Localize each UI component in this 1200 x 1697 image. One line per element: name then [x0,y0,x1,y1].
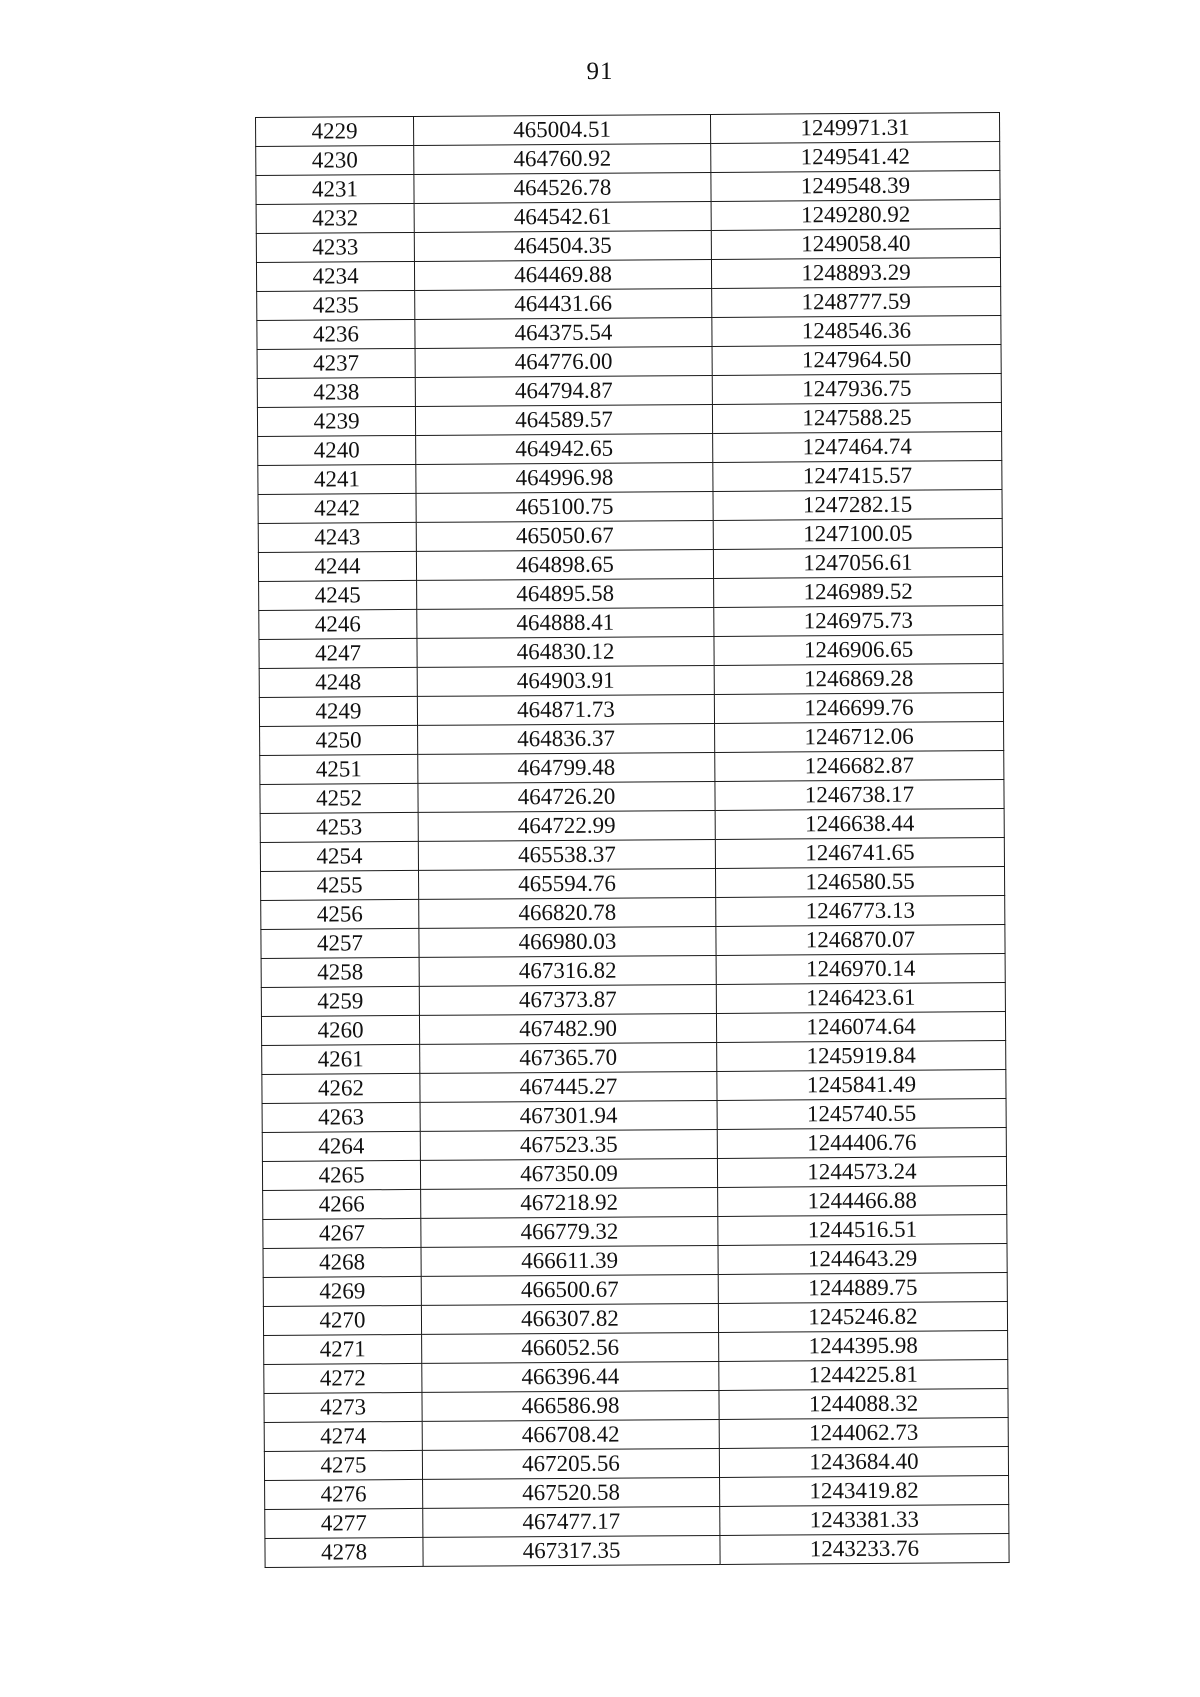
table-body [256,113,1010,1568]
table-row [264,1418,1008,1452]
table-row [256,229,1000,263]
x-coordinate-cell: 464722.99 [418,810,715,841]
x-coordinate-cell: 464589.57 [415,404,712,435]
x-coordinate-cell: 466980.03 [419,926,716,957]
x-coordinate-cell: 465538.37 [418,839,715,870]
y-coordinate-cell: 1246738.17 [715,780,1004,811]
point-number-cell: 4248 [259,667,417,697]
x-coordinate-cell: 464903.91 [417,665,714,696]
x-coordinate-cell: 466307.82 [421,1303,718,1334]
table-row [264,1389,1008,1423]
x-coordinate-cell: 464794.87 [415,375,712,406]
y-coordinate-cell: 1248546.36 [712,316,1001,347]
point-number-cell: 4250 [260,725,418,755]
table-row [258,519,1002,553]
table-row [259,664,1003,698]
table-row [260,809,1004,843]
point-number-cell: 4231 [256,174,414,204]
y-coordinate-cell: 1247415.57 [713,461,1002,492]
point-number-cell: 4245 [259,580,417,610]
table-row [256,200,1000,234]
table-row [259,577,1003,611]
table-row [260,780,1004,814]
table-row [256,113,1000,147]
table-row [262,1128,1006,1162]
y-coordinate-cell: 1244573.24 [717,1157,1006,1188]
table-row [258,432,1002,466]
point-number-cell: 4257 [261,928,419,958]
point-number-cell: 4268 [263,1247,421,1277]
point-number-cell: 4239 [257,406,415,436]
x-coordinate-cell: 467218.92 [421,1187,718,1218]
y-coordinate-cell: 1249548.39 [711,171,1000,202]
table-row [263,1273,1007,1307]
point-number-cell: 4236 [257,319,415,349]
point-number-cell: 4255 [261,870,419,900]
table-row [264,1360,1008,1394]
x-coordinate-cell: 466611.39 [421,1245,718,1276]
x-coordinate-cell: 467317.35 [423,1535,720,1566]
x-coordinate-cell: 466500.67 [421,1274,718,1305]
table-row [258,548,1002,582]
x-coordinate-cell: 466396.44 [422,1361,719,1392]
point-number-cell: 4275 [264,1450,422,1480]
table-row [263,1244,1007,1278]
y-coordinate-cell: 1244062.73 [719,1418,1008,1449]
y-coordinate-cell: 1247464.74 [713,432,1002,463]
table-row [264,1447,1008,1481]
y-coordinate-cell: 1246638.44 [715,809,1004,840]
x-coordinate-cell: 467445.27 [420,1071,717,1102]
x-coordinate-cell: 467523.35 [420,1129,717,1160]
table-row [263,1186,1007,1220]
y-coordinate-cell: 1246074.64 [716,1012,1005,1043]
x-coordinate-cell: 464431.66 [415,288,712,319]
y-coordinate-cell: 1247282.15 [713,490,1002,521]
x-coordinate-cell: 464799.48 [418,752,715,783]
y-coordinate-cell: 1248893.29 [711,258,1000,289]
table-row [259,606,1003,640]
point-number-cell: 4261 [262,1044,420,1074]
x-coordinate-cell: 464760.92 [414,143,711,174]
point-number-cell: 4271 [264,1334,422,1364]
table-row [260,838,1004,872]
table-row [262,1041,1006,1075]
point-number-cell: 4278 [265,1537,423,1567]
y-coordinate-cell: 1246906.65 [714,635,1003,666]
table-row [258,461,1002,495]
x-coordinate-cell: 466586.98 [422,1390,719,1421]
x-coordinate-cell: 467477.17 [423,1506,720,1537]
point-number-cell: 4258 [261,957,419,987]
x-coordinate-cell: 466052.56 [422,1332,719,1363]
table-row [262,1099,1006,1133]
point-number-cell: 4229 [256,116,414,146]
point-number-cell: 4233 [256,232,414,262]
y-coordinate-cell: 1244516.51 [718,1215,1007,1246]
table-row [258,490,1002,524]
point-number-cell: 4264 [262,1131,420,1161]
table-row [263,1302,1007,1336]
table-row [256,171,1000,205]
x-coordinate-cell: 464996.98 [416,462,713,493]
point-number-cell: 4256 [261,899,419,929]
y-coordinate-cell: 1246989.52 [714,577,1003,608]
y-coordinate-cell: 1246699.76 [714,693,1003,724]
y-coordinate-cell: 1246423.61 [716,983,1005,1014]
point-number-cell: 4235 [257,290,415,320]
point-number-cell: 4249 [259,696,417,726]
point-number-cell: 4273 [264,1392,422,1422]
x-coordinate-cell: 464836.37 [418,723,715,754]
x-coordinate-cell: 465004.51 [413,114,710,145]
point-number-cell: 4262 [262,1073,420,1103]
y-coordinate-cell: 1246682.87 [715,751,1004,782]
table-row [257,403,1001,437]
point-number-cell: 4276 [265,1479,423,1509]
y-coordinate-cell: 1247100.05 [713,519,1002,550]
page-number: 91 [586,58,614,85]
table-row [261,983,1005,1017]
y-coordinate-cell: 1249971.31 [710,113,999,144]
point-number-cell: 4277 [265,1508,423,1538]
y-coordinate-cell: 1244466.88 [718,1186,1007,1217]
y-coordinate-cell: 1243381.33 [720,1505,1009,1536]
x-coordinate-cell: 464888.41 [417,607,714,638]
y-coordinate-cell: 1248777.59 [712,287,1001,318]
point-number-cell: 4242 [258,493,416,523]
y-coordinate-cell: 1246773.13 [716,896,1005,927]
x-coordinate-cell: 465050.67 [416,520,713,551]
point-number-cell: 4244 [258,551,416,581]
point-number-cell: 4234 [256,261,414,291]
table-row [261,925,1005,959]
table-row [257,374,1001,408]
y-coordinate-cell: 1249058.40 [711,229,1000,260]
y-coordinate-cell: 1244889.75 [718,1273,1007,1304]
point-number-cell: 4254 [260,841,418,871]
point-number-cell: 4237 [257,348,415,378]
y-coordinate-cell: 1244088.32 [719,1389,1008,1420]
x-coordinate-cell: 467316.82 [419,955,716,986]
x-coordinate-cell: 464830.12 [417,636,714,667]
x-coordinate-cell: 465594.76 [419,868,716,899]
y-coordinate-cell: 1245841.49 [717,1070,1006,1101]
point-number-cell: 4259 [261,986,419,1016]
y-coordinate-cell: 1246580.55 [715,867,1004,898]
x-coordinate-cell: 467301.94 [420,1100,717,1131]
point-number-cell: 4274 [264,1421,422,1451]
point-number-cell: 4232 [256,203,414,233]
y-coordinate-cell: 1244225.81 [719,1360,1008,1391]
table-row [263,1215,1007,1249]
y-coordinate-cell: 1245740.55 [717,1099,1006,1130]
x-coordinate-cell: 464526.78 [414,172,711,203]
table-row [256,142,1000,176]
table-row [261,954,1005,988]
y-coordinate-cell: 1245919.84 [717,1041,1006,1072]
point-number-cell: 4238 [257,377,415,407]
y-coordinate-cell: 1246970.14 [716,954,1005,985]
table-row [264,1331,1008,1365]
table-row [257,345,1001,379]
table-row [262,1157,1006,1191]
x-coordinate-cell: 464375.54 [415,317,712,348]
y-coordinate-cell: 1247588.25 [712,403,1001,434]
x-coordinate-cell: 467350.09 [420,1158,717,1189]
point-number-cell: 4246 [259,609,417,639]
y-coordinate-cell: 1243684.40 [719,1447,1008,1478]
table-row [265,1534,1009,1568]
y-coordinate-cell: 1247936.75 [712,374,1001,405]
point-number-cell: 4267 [263,1218,421,1248]
table-row [265,1476,1009,1510]
y-coordinate-cell: 1243419.82 [720,1476,1009,1507]
table-row [262,1070,1006,1104]
point-number-cell: 4251 [260,754,418,784]
y-coordinate-cell: 1246741.65 [715,838,1004,869]
point-number-cell: 4265 [262,1160,420,1190]
x-coordinate-cell: 464504.35 [414,230,711,261]
y-coordinate-cell: 1246712.06 [715,722,1004,753]
y-coordinate-cell: 1247056.61 [713,548,1002,579]
point-number-cell: 4240 [258,435,416,465]
x-coordinate-cell: 464898.65 [416,549,713,580]
x-coordinate-cell: 467520.58 [423,1477,720,1508]
table-row [261,1012,1005,1046]
x-coordinate-cell: 464726.20 [418,781,715,812]
x-coordinate-cell: 464895.58 [417,578,714,609]
y-coordinate-cell: 1247964.50 [712,345,1001,376]
table-row [261,867,1005,901]
point-number-cell: 4272 [264,1363,422,1393]
point-number-cell: 4269 [263,1276,421,1306]
table-row [257,287,1001,321]
point-number-cell: 4230 [256,145,414,175]
table-row [261,896,1005,930]
x-coordinate-cell: 467365.70 [420,1042,717,1073]
y-coordinate-cell: 1249541.42 [711,142,1000,173]
y-coordinate-cell: 1244406.76 [717,1128,1006,1159]
y-coordinate-cell: 1246869.28 [714,664,1003,695]
point-number-cell: 4252 [260,783,418,813]
x-coordinate-cell: 467482.90 [419,1013,716,1044]
point-number-cell: 4253 [260,812,418,842]
y-coordinate-cell: 1243233.76 [720,1534,1009,1565]
table-row [260,722,1004,756]
table-row [259,635,1003,669]
point-number-cell: 4247 [259,638,417,668]
x-coordinate-cell: 464942.65 [416,433,713,464]
point-number-cell: 4263 [262,1102,420,1132]
x-coordinate-cell: 465100.75 [416,491,713,522]
table-row [265,1505,1009,1539]
table-row [256,258,1000,292]
table-row [259,693,1003,727]
point-number-cell: 4241 [258,464,416,494]
x-coordinate-cell: 466820.78 [419,897,716,928]
x-coordinate-cell: 464776.00 [415,346,712,377]
y-coordinate-cell: 1246870.07 [716,925,1005,956]
point-number-cell: 4266 [263,1189,421,1219]
x-coordinate-cell: 466708.42 [422,1419,719,1450]
table-row [260,751,1004,785]
x-coordinate-cell: 464469.88 [414,259,711,290]
y-coordinate-cell: 1244395.98 [719,1331,1008,1362]
y-coordinate-cell: 1246975.73 [714,606,1003,637]
x-coordinate-cell: 467205.56 [422,1448,719,1479]
y-coordinate-cell: 1245246.82 [718,1302,1007,1333]
y-coordinate-cell: 1249280.92 [711,200,1000,231]
point-number-cell: 4270 [263,1305,421,1335]
x-coordinate-cell: 466779.32 [421,1216,718,1247]
x-coordinate-cell: 464542.61 [414,201,711,232]
point-number-cell: 4260 [261,1015,419,1045]
y-coordinate-cell: 1244643.29 [718,1244,1007,1275]
coordinates-table [255,112,1010,1568]
x-coordinate-cell: 467373.87 [419,984,716,1015]
table-row [257,316,1001,350]
point-number-cell: 4243 [258,522,416,552]
x-coordinate-cell: 464871.73 [417,694,714,725]
